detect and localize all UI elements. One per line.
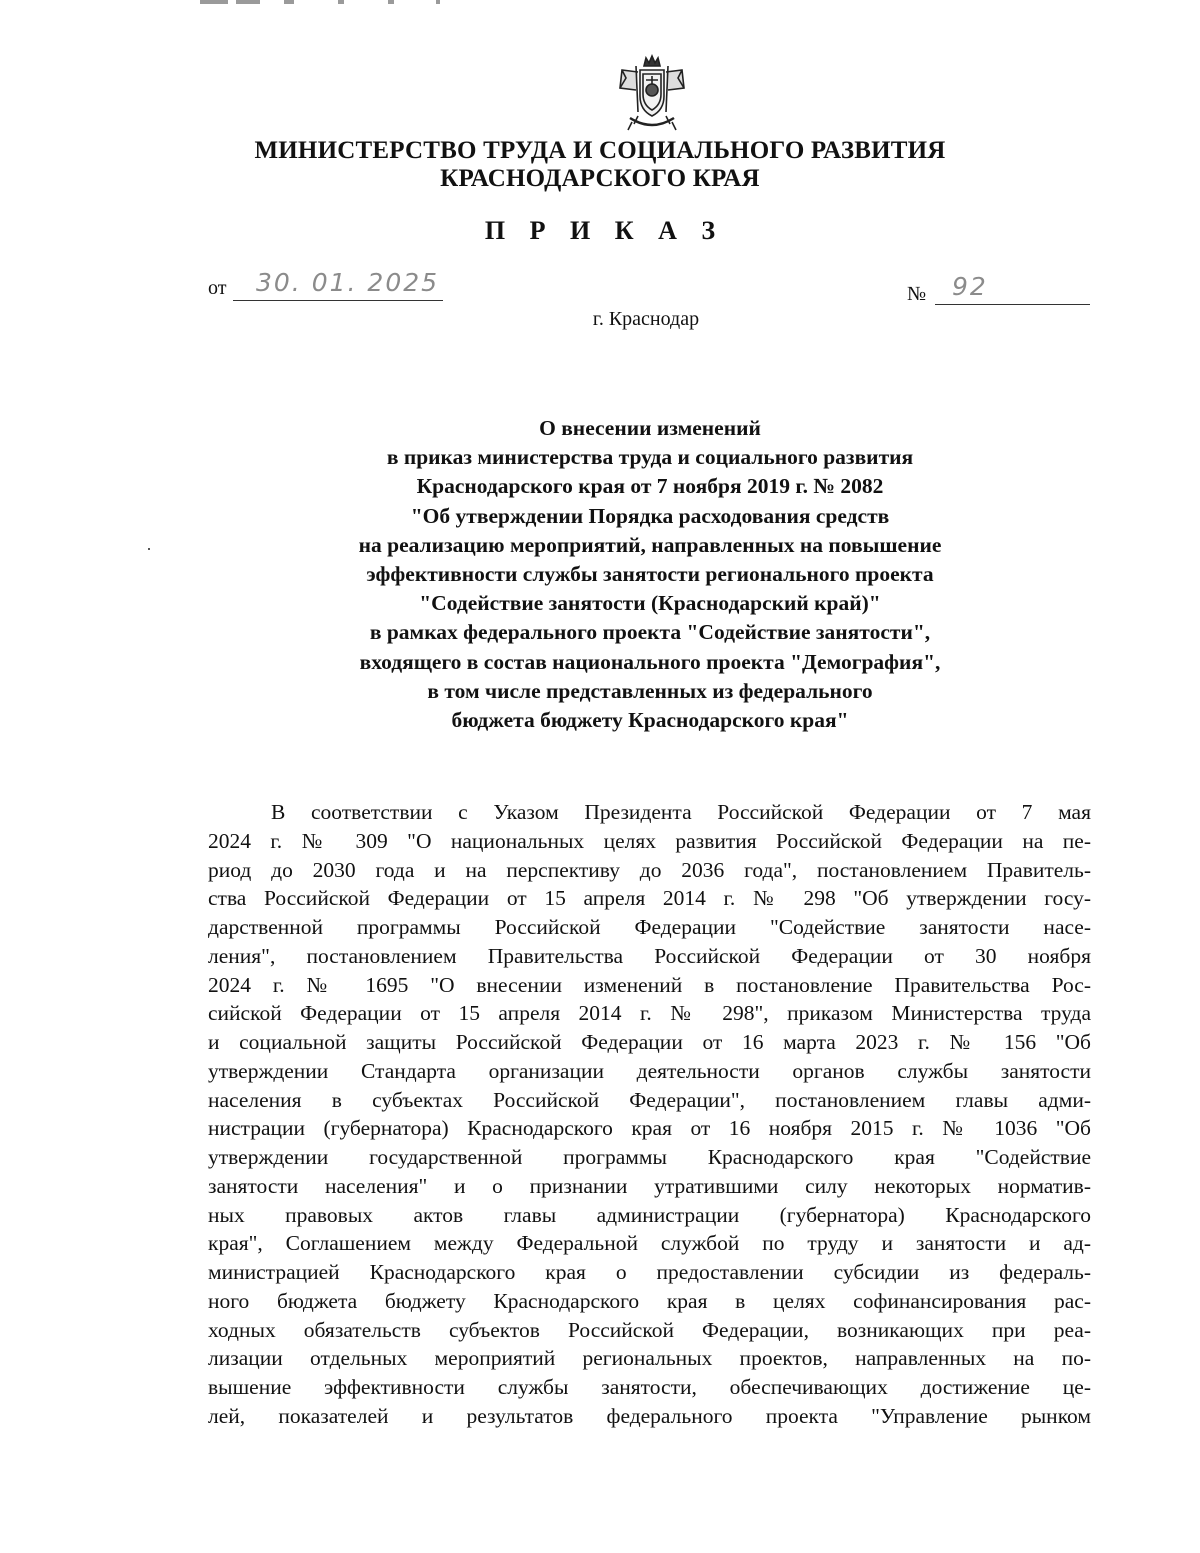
scan-artifact	[200, 0, 460, 6]
body-line: края", Соглашением между Федеральной службой по труду и занятости и ад-	[208, 1231, 1091, 1256]
body-line: ных правовых актов главы администрации (губернатора) Краснодарского	[208, 1202, 1091, 1227]
body-line: 2024 г. № 1695 "О внесении изменений в постановление Правительства Рос-	[208, 972, 1091, 997]
body-line: вышение эффективности службы занятости, обеспечивающих достижение це-	[208, 1375, 1091, 1399]
body-line: сийской Федерации от 15 апреля 2014 г. № 298", приказом Министерства труда	[208, 1001, 1091, 1026]
body-line: 2024 г. № 309 "О национальных целях развития Российской Федерации на пе-	[208, 828, 1091, 853]
subject-line: на реализацию мероприятий, направленных на повышение	[358, 532, 942, 557]
subject-line: "Содействие занятости (Краснодарский край)"	[419, 591, 881, 616]
subject-line: в том числе представленных из федерального	[427, 678, 873, 703]
order-title: П Р И К А З	[484, 216, 725, 245]
subject-line: входящего в состав национального проекта "Демография",	[359, 649, 941, 674]
body-line: лей, показателей и результатов федерального проекта "Управление рынком	[208, 1403, 1091, 1428]
body-line: ного бюджета бюджету Краснодарского края в целях софинансирования рас-	[208, 1288, 1091, 1313]
body-line: занятости населения" и о признании утратившими силу некоторых норматив-	[208, 1173, 1091, 1198]
subject-line: бюджета бюджету Краснодарского края"	[451, 708, 849, 733]
body-line: лизации отдельных мероприятий региональных проектов, направленных на по-	[208, 1346, 1091, 1371]
body-line: дарственной программы Российской Федерации "Содействие занятости насе-	[208, 915, 1091, 939]
body-line: ходных обязательств субъектов Российской Федерации, возникающих при реа-	[208, 1317, 1091, 1342]
order-subject	[150, 414, 1150, 735]
ministry-name-line-1: МИНИСТЕРСТВО ТРУДА И СОЦИАЛЬНОГО РАЗВИТИЯ	[254, 137, 946, 164]
body-line: нистрации (губернатора) Краснодарского края от 16 ноября 2015 г. № 1036 "Об	[208, 1116, 1091, 1141]
body-line: утверждении государственной программы Краснодарского края "Содействие	[208, 1145, 1091, 1169]
city: г. Краснодар	[592, 308, 700, 330]
date-prefix: от	[208, 277, 227, 299]
ministry-name-line-2: КРАСНОДАРСКОГО КРАЯ	[440, 165, 760, 192]
date-underline	[233, 300, 443, 301]
order-date: 30. 01. 2025	[256, 268, 440, 297]
body-paragraph	[208, 798, 1091, 1431]
body-line: ления", постановлением Правительства Российской Федерации от 30 ноября	[208, 943, 1091, 968]
body-line: риод до 2030 года и на перспективу до 2036 года", постановлением Правитель-	[208, 857, 1091, 882]
body-line: населения в субъектах Российской Федерации", постановлением главы адми-	[208, 1087, 1091, 1112]
number-underline	[935, 304, 1090, 305]
subject-line: О внесении изменений	[539, 416, 761, 440]
body-line: утверждении Стандарта организации деятельности органов службы занятости	[208, 1058, 1091, 1083]
subject-line: в приказ министерства труда и социального развития	[386, 445, 914, 470]
ministry-name	[0, 137, 1200, 193]
coat-of-arms-icon	[610, 52, 694, 136]
subject-line: эффективности службы занятости регионального проекта	[366, 562, 934, 587]
body-line: В соответствии с Указом Президента Российской Федерации от 7 мая	[271, 800, 1091, 824]
body-line: министрацией Краснодарского края о предоставлении субсидии из федераль-	[208, 1260, 1091, 1284]
subject-line: в рамках федерального проекта "Содействие занятости",	[369, 620, 931, 645]
order-number: 92	[952, 272, 988, 301]
number-prefix: №	[907, 283, 927, 305]
body-line: ства Российской Федерации от 15 апреля 2014 г. № 298 "Об утверждении госу-	[208, 886, 1091, 911]
body-line: и социальной защиты Российской Федерации от 16 марта 2023 г. № 156 "Об	[208, 1030, 1091, 1054]
subject-line: "Об утверждении Порядка расходования средств	[410, 503, 890, 528]
subject-line: Краснодарского края от 7 ноября 2019 г. № 2082	[416, 474, 884, 499]
